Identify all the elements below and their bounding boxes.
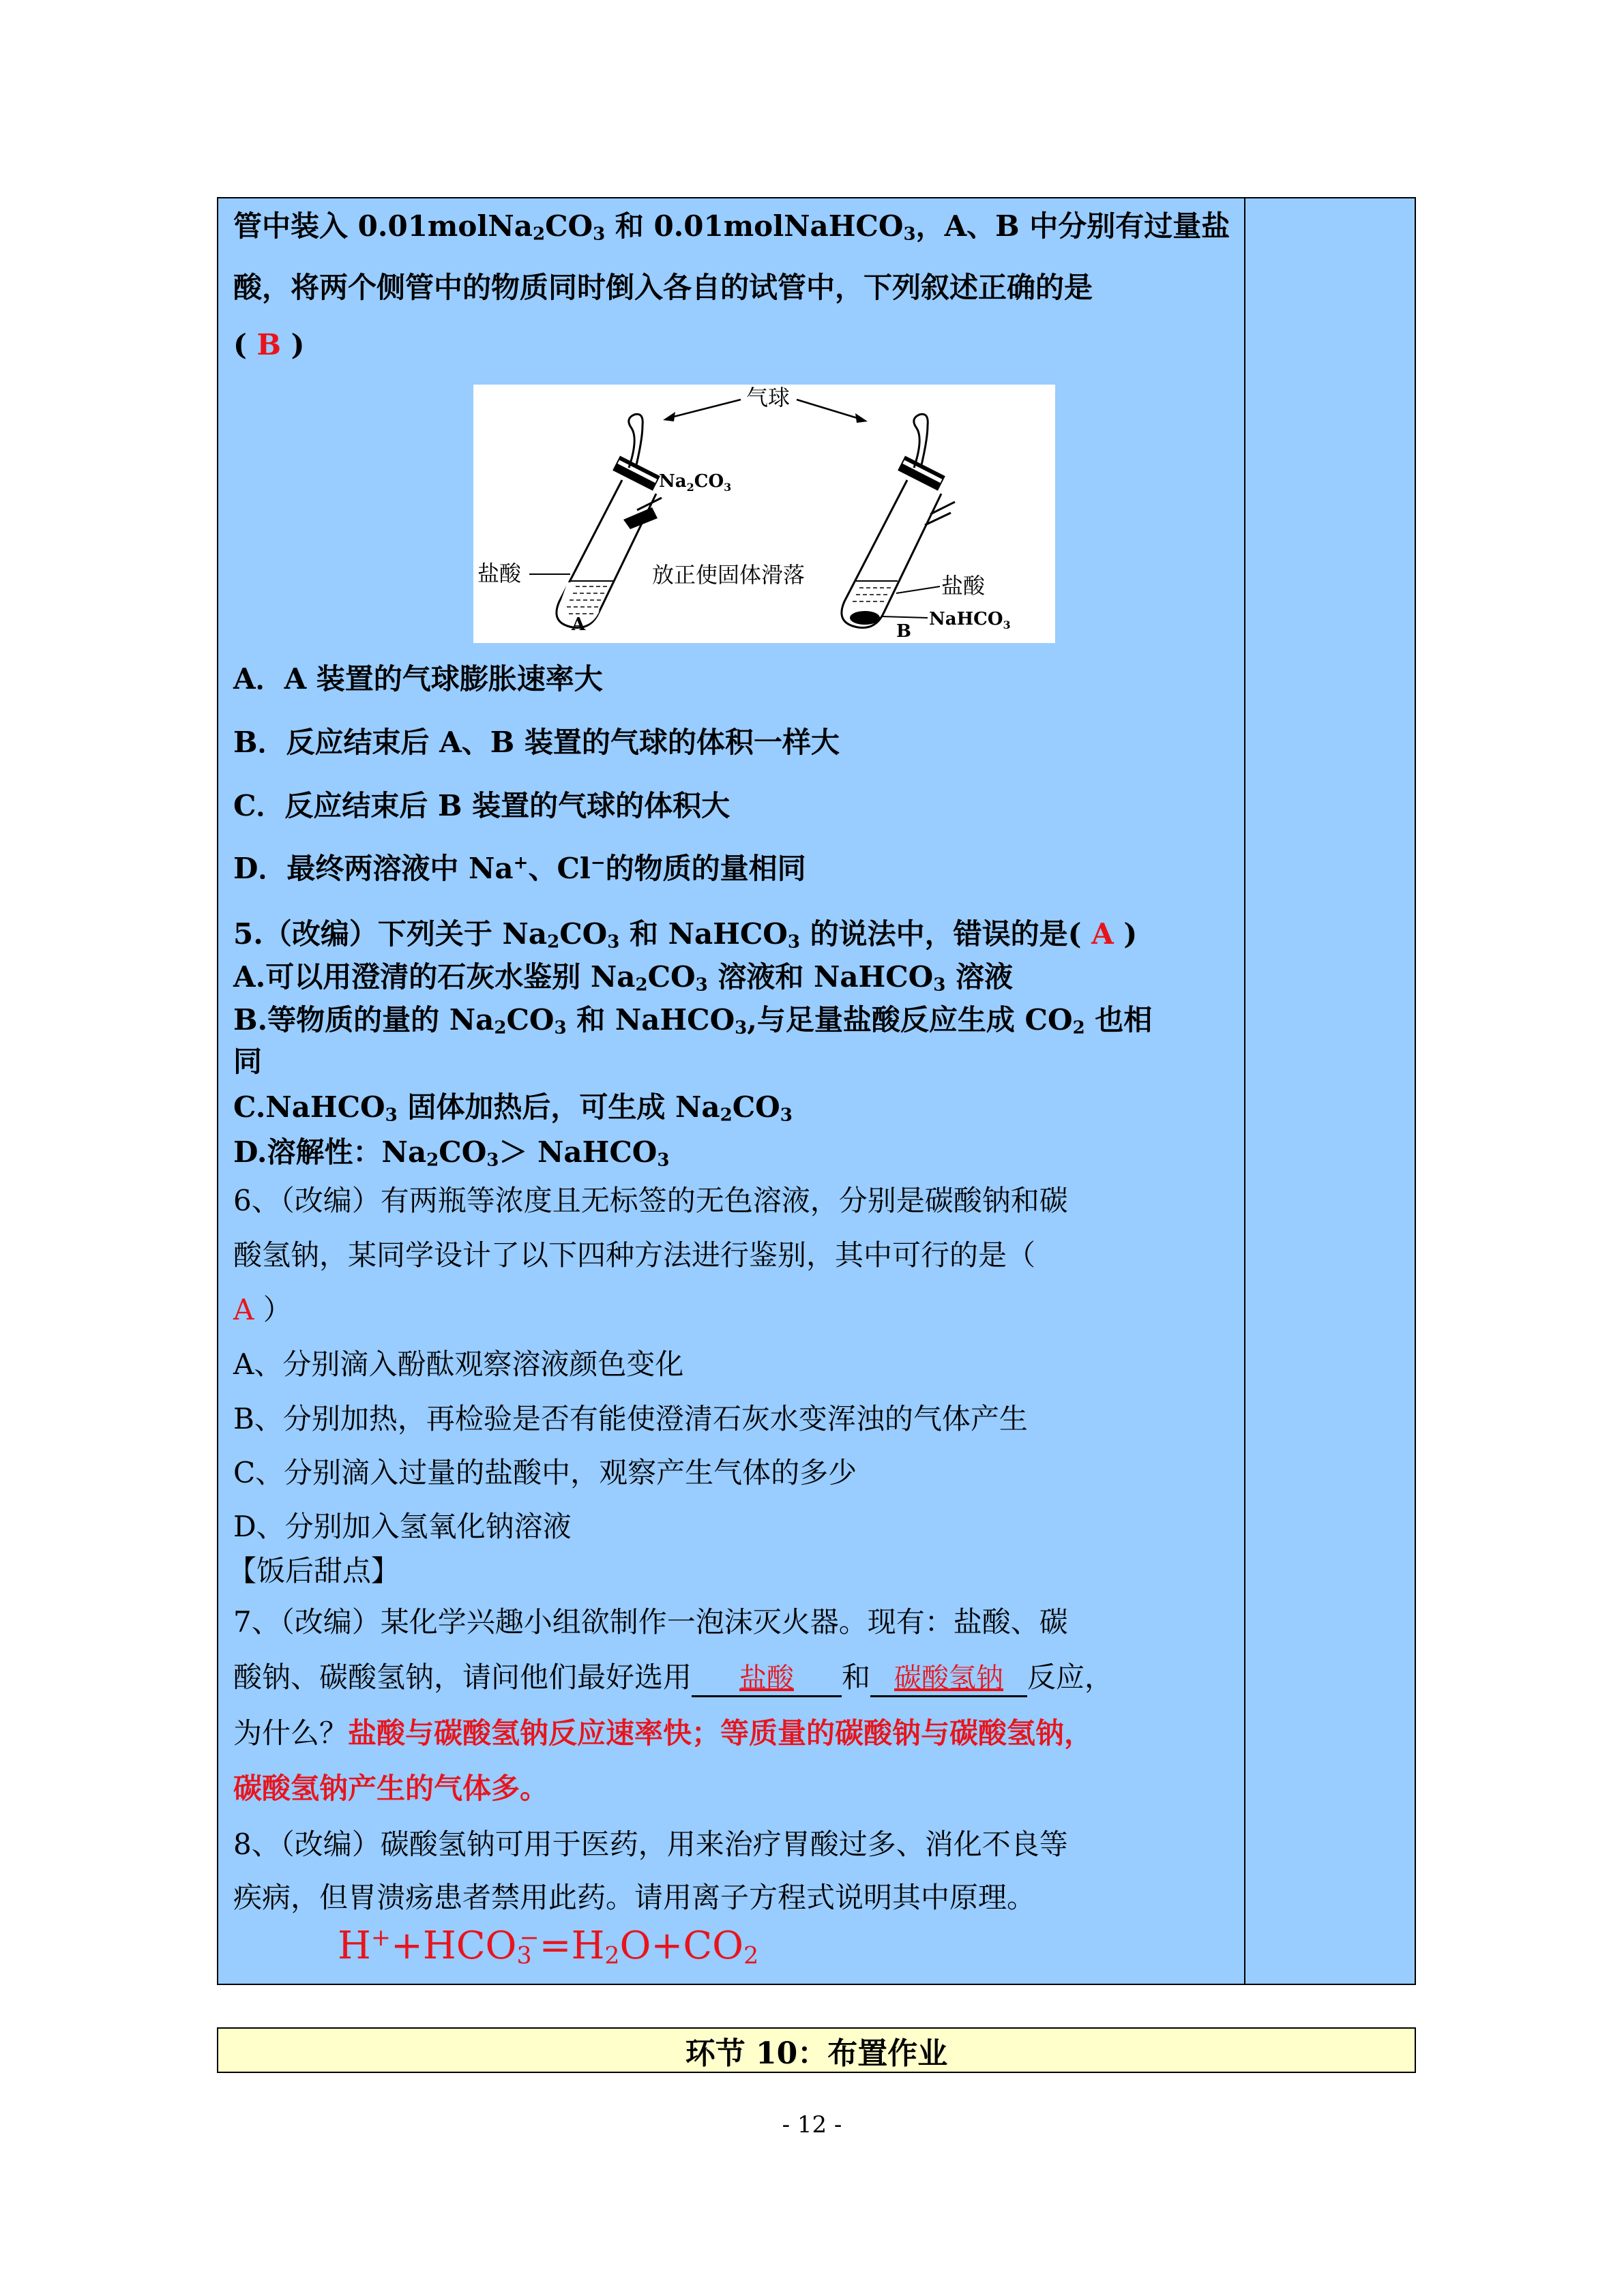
- figure-hcl-right: 盐酸: [941, 573, 986, 599]
- q4-answer: ( B ): [233, 328, 305, 361]
- q8-line1: 8、（改编）碳酸氢钠可用于医药，用来治疗胃酸过多、消化不良等: [233, 1828, 1068, 1861]
- figure-label-b: B: [896, 621, 911, 642]
- q6-answer-letter: A: [233, 1293, 254, 1326]
- figure-balloon-label: 气球: [746, 385, 791, 411]
- q7-line3: 为什么？盐酸与碳酸氢钠反应速率快；等质量的碳酸钠与碳酸氢钠，: [233, 1716, 1093, 1750]
- q4-stem-line2: 酸，将两个侧管中的物质同时倒入各自的试管中，下列叙述正确的是: [233, 271, 1093, 304]
- figure-center-caption: 放正使固体滑落: [652, 562, 806, 588]
- q4-option-b: B．反应结束后 A、B 装置的气球的体积一样大: [233, 726, 840, 759]
- q5-option-d: D.溶解性：$Na_2CO_3>$ NaHCO$_3$: [233, 1135, 670, 1171]
- q4-answer-letter: B: [256, 328, 281, 361]
- q7-line1: 7、（改编）某化学兴趣小组欲制作一泡沫灭火器。现有：盐酸、碳: [233, 1605, 1068, 1639]
- q5-option-c: C.NaHCO$_3$ 固体加热后，可生成 $Na_2CO_3$: [233, 1090, 793, 1126]
- content-cell: [218, 198, 1244, 1984]
- page-number: - 12 -: [782, 2111, 842, 2138]
- q6-option-b: B、分别加热，再检验是否有能使澄清石灰水变浑浊的气体产生: [233, 1402, 1028, 1435]
- arrow-right: [797, 400, 859, 419]
- arrow-left: [671, 400, 741, 417]
- test-tube-figure: [473, 385, 1055, 643]
- q5-option-a: A.可以用澄清的石灰水鉴别 $Na_2CO_3$ 溶液和 NaHCO$_3$ 溶液: [233, 960, 1013, 996]
- q7-blank-1: 盐酸: [692, 1656, 842, 1697]
- q4-option-d: D．最终两溶液中 Na+、Cl−的物质的量相同: [233, 852, 806, 885]
- q6-option-c: C、分别滴入过量的盐酸中，观察产生气体的多少: [233, 1456, 857, 1489]
- q4-stem-line1: 管中装入 $0.01molNa_2CO_3$ 和 0.01molNaHCO$_3$，A、B 中分别有过量盐: [233, 209, 1230, 245]
- figure-hcl-left: 盐酸: [477, 561, 522, 586]
- q7-answer-explanation: 盐酸与碳酸氢钠反应速率快；等质量的碳酸钠与碳酸氢钠，: [348, 1716, 1093, 1750]
- q7-line2: 酸钠、碳酸氢钠，请问他们最好选用 盐酸 和 碳酸氢钠 反应，: [233, 1655, 1113, 1697]
- q8-ionic-equation: $H^++HCO_3^-=H_2O+CO_2$: [338, 1924, 759, 1970]
- tube-a: [557, 414, 662, 627]
- tube-b: [842, 414, 955, 627]
- q4-option-a: A．A 装置的气球膨胀速率大: [233, 662, 603, 696]
- q5-option-b-cont: 同: [233, 1045, 263, 1078]
- q7-line4: 碳酸氢钠产生的气体多。: [233, 1772, 549, 1805]
- q6-answer: A ）: [233, 1293, 292, 1326]
- notes-cell: [1244, 198, 1416, 1984]
- q5-option-b: B.等物质的量的 $Na_2CO_3$ 和 NaHCO$_3$,与足量盐酸反应生成 $CO_2$ 也相: [233, 1003, 1153, 1039]
- figure-na2co3-label: $Na_2CO_3$: [659, 471, 732, 494]
- q7-blank-2: 碳酸氢钠: [870, 1656, 1027, 1697]
- q8-line2: 疾病，但胃溃疡患者禁用此药。请用离子方程式说明其中原理。: [233, 1881, 1036, 1914]
- question-table: [217, 197, 1416, 1985]
- figure-nahco3-label: NaHCO$_3$: [929, 609, 1011, 631]
- q6-stem-line2: 酸氢钠，某同学设计了以下四种方法进行鉴别，其中可行的是（: [233, 1238, 1036, 1272]
- q6-option-d: D、分别加入氢氧化钠溶液: [233, 1510, 572, 1543]
- q5-answer-letter: A: [1081, 917, 1114, 951]
- q6-option-a: A、分别滴入酚酞观察溶液颜色变化: [233, 1347, 684, 1381]
- q6-stem-line1: 6、（改编）有两瓶等浓度且无标签的无色溶液，分别是碳酸钠和碳: [233, 1184, 1068, 1217]
- q5-stem: 5.（改编）下列关于 $Na_2CO_3$ 和 NaHCO$_3$ 的说法中，错误的是( A ): [233, 917, 1138, 953]
- section-label: 【饭后甜点】: [228, 1554, 400, 1587]
- figure-label-a: A: [572, 614, 586, 635]
- q4-option-c: C．反应结束后 B 装置的气球的体积大: [233, 789, 730, 822]
- section-bar: 环节 10：布置作业: [217, 2027, 1416, 2073]
